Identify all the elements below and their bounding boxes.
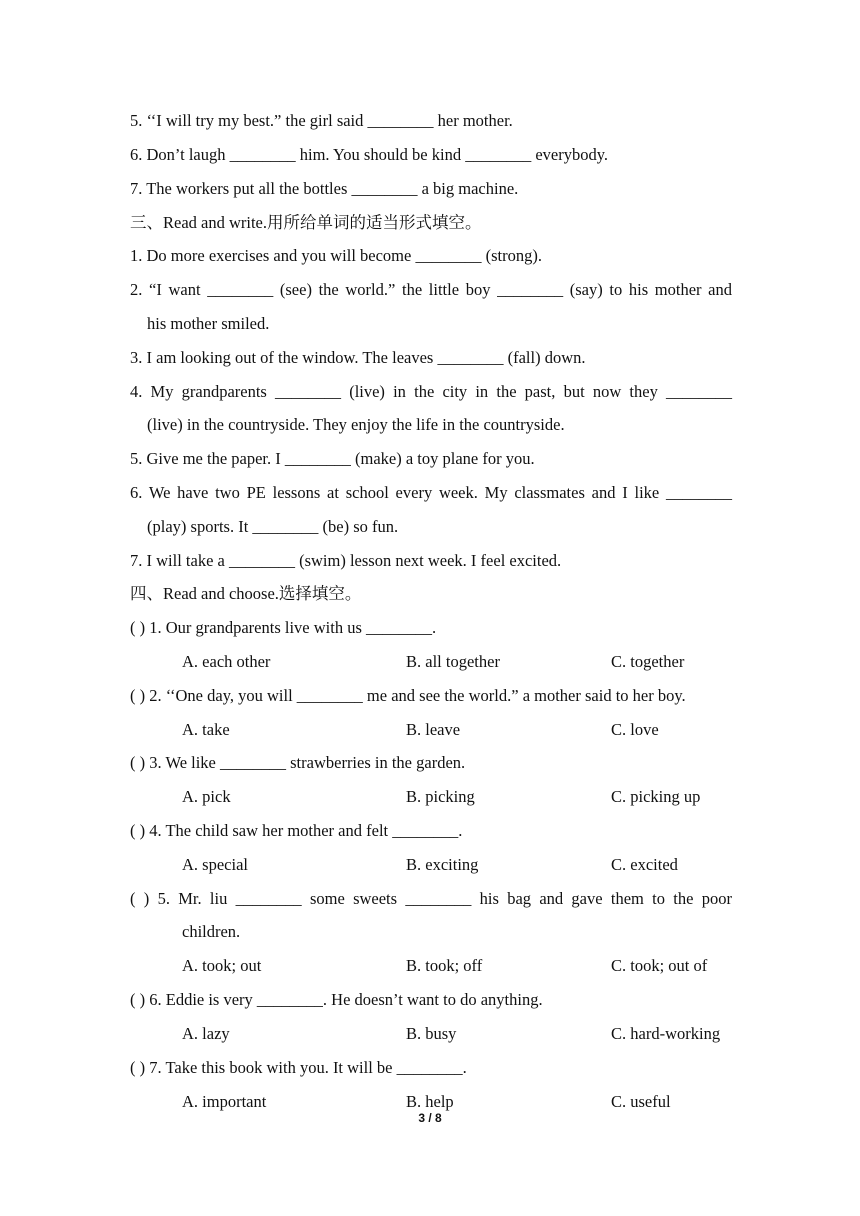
question-line-continued: (live) in the countryside. They enjoy the life in the countryside. [147, 415, 565, 434]
option-b: B. help [406, 1092, 454, 1111]
page-number: 3 / 8 [418, 1111, 442, 1125]
option-b: B. all together [406, 652, 500, 671]
option-c: C. love [611, 720, 659, 739]
option-a: A. took; out [182, 956, 262, 975]
option-b: B. busy [406, 1024, 457, 1043]
mc-question-stem: ( ) 6. Eddie is very ________. He doesn’t want to do anything. [130, 990, 543, 1009]
option-a: A. important [182, 1092, 267, 1111]
question-line-continued: (play) sports. It ________ (be) so fun. [147, 517, 399, 536]
mc-question-stem: ( ) 3. We like ________ strawberries in the garden. [130, 753, 466, 772]
option-c: C. hard-working [611, 1024, 721, 1043]
option-c: C. took; out of [611, 956, 708, 975]
option-b: B. leave [406, 720, 461, 739]
mc-question-stem: ( ) 1. Our grandparents live with us ________. [130, 618, 437, 637]
question-line: 5. ‘‘I will try my best.” the girl said ________ her mother. [130, 111, 513, 130]
option-b: B. exciting [406, 855, 479, 874]
question-line: 6. We have two PE lessons at school every week. My classmates and I like ________ [130, 483, 732, 502]
question-line: 7. The workers put all the bottles ________ a big machine. [130, 179, 519, 198]
mc-question-stem: ( ) 4. The child saw her mother and felt ________. [130, 821, 463, 840]
option-a: A. lazy [182, 1024, 230, 1043]
option-c: C. excited [611, 855, 678, 874]
mc-question-stem: ( ) 7. Take this book with you. It will be ________. [130, 1058, 467, 1077]
option-a: A. take [182, 720, 230, 739]
question-line: 4. My grandparents ________ (live) in the city in the past, but now they ________ [130, 382, 732, 401]
question-line: 1. Do more exercises and you will become ________ (strong). [130, 246, 542, 265]
option-c: C. picking up [611, 787, 701, 806]
section-heading: 三、Read and write.用所给单词的适当形式填空。 [130, 213, 482, 232]
option-b: B. picking [406, 787, 475, 806]
question-line: 2. “I want ________ (see) the world.” the little boy ________ (say) to his mother and [130, 280, 732, 299]
option-a: A. special [182, 855, 248, 874]
option-c: C. together [611, 652, 685, 671]
question-line: 7. I will take a ________ (swim) lesson next week. I feel excited. [130, 551, 562, 570]
option-a: A. pick [182, 787, 231, 806]
option-c: C. useful [611, 1092, 671, 1111]
section-heading: 四、Read and choose.选择填空。 [130, 584, 362, 603]
mc-question-stem: ( ) 2. ‘‘One day, you will ________ me and see the world.” a mother said to her boy. [130, 686, 686, 705]
mc-question-stem-continued: children. [182, 922, 241, 941]
question-line: 3. I am looking out of the window. The leaves ________ (fall) down. [130, 348, 586, 367]
option-b: B. took; off [406, 956, 483, 975]
mc-question-stem: ( ) 5. Mr. liu ________ some sweets ________ his bag and gave them to the poor [130, 889, 732, 908]
question-line: 5. Give me the paper. I ________ (make) a toy plane for you. [130, 449, 535, 468]
question-line-continued: his mother smiled. [147, 314, 270, 333]
question-line: 6. Don’t laugh ________ him. You should be kind ________ everybody. [130, 145, 609, 164]
option-a: A. each other [182, 652, 271, 671]
